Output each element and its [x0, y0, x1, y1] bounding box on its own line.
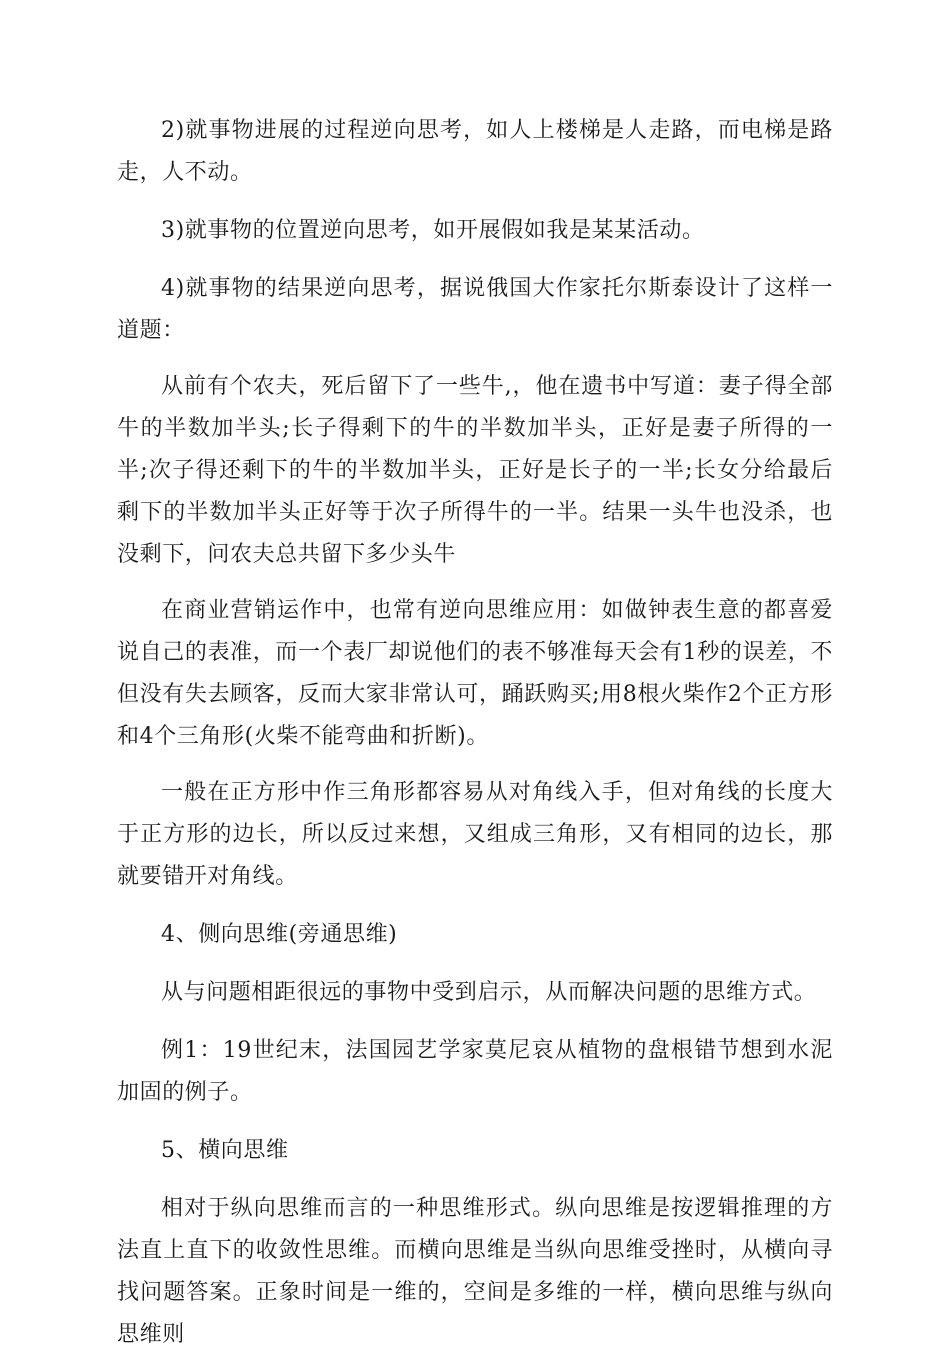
paragraph-business-example: 在商业营销运作中，也常有逆向思维应用：如做钟表生意的都喜爱说自己的表准，而一个表厂却说他们的表不够准每天会有1秒的误差，不但没有失去顾客，反而大家非常认可，踊跃购买;用8根火柴作2个正方形和4个三角形(火柴不能弯曲和折断)。: [117, 598, 833, 749]
heading-horizontal-thinking: 5、横向思维: [161, 1138, 289, 1163]
paragraph-horizontal-definition: 相对于纵向思维而言的一种思维形式。纵向思维是按逻辑推理的方法直上直下的收敛性思维。而横向思维是当纵向思维受挫时，从横向寻找问题答案。正象时间是一维的，空间是多维的一样，横向思维与纵向思维则: [117, 1196, 833, 1347]
paragraph-example-1: 例1：19世纪末，法国园艺学家莫尼哀从植物的盘根错节想到水泥加固的例子。: [117, 1038, 833, 1105]
paragraph-reverse-result: 4)就事物的结果逆向思考，据说俄国大作家托尔斯泰设计了这样一道题：: [117, 276, 833, 343]
paragraph-lateral-definition: 从与问题相距很远的事物中受到启示，从而解决问题的思维方式。: [161, 980, 817, 1005]
paragraph-reverse-process: 2)就事物进展的过程逆向思考，如人上楼梯是人走路，而电梯是路走，人不动。: [117, 118, 833, 185]
document-page: [117, 110, 833, 1356]
paragraph-square-solution: 一般在正方形中作三角形都容易从对角线入手，但对角线的长度大于正方形的边长，所以反过来想，又组成三角形，又有相同的边长，那就要错开对角线。: [117, 780, 833, 889]
paragraph-reverse-position: 3)就事物的位置逆向思考，如开展假如我是某某活动。: [161, 218, 705, 243]
paragraph-farmer-puzzle: 从前有个农夫，死后留下了一些牛,，他在遗书中写道：妻子得全部牛的半数加半头;长子得剩下的牛的半数加半头，正好是妻子所得的一半;次子得还剩下的牛的半数加半头，正好是长子的一半;长女分给最后剩下的半数加半头正好等于次子所得牛的一半。结果一头牛也没杀，也没剩下，问农夫总共留下多少头牛: [117, 374, 833, 567]
heading-lateral-thinking: 4、侧向思维(旁通思维): [161, 922, 398, 947]
